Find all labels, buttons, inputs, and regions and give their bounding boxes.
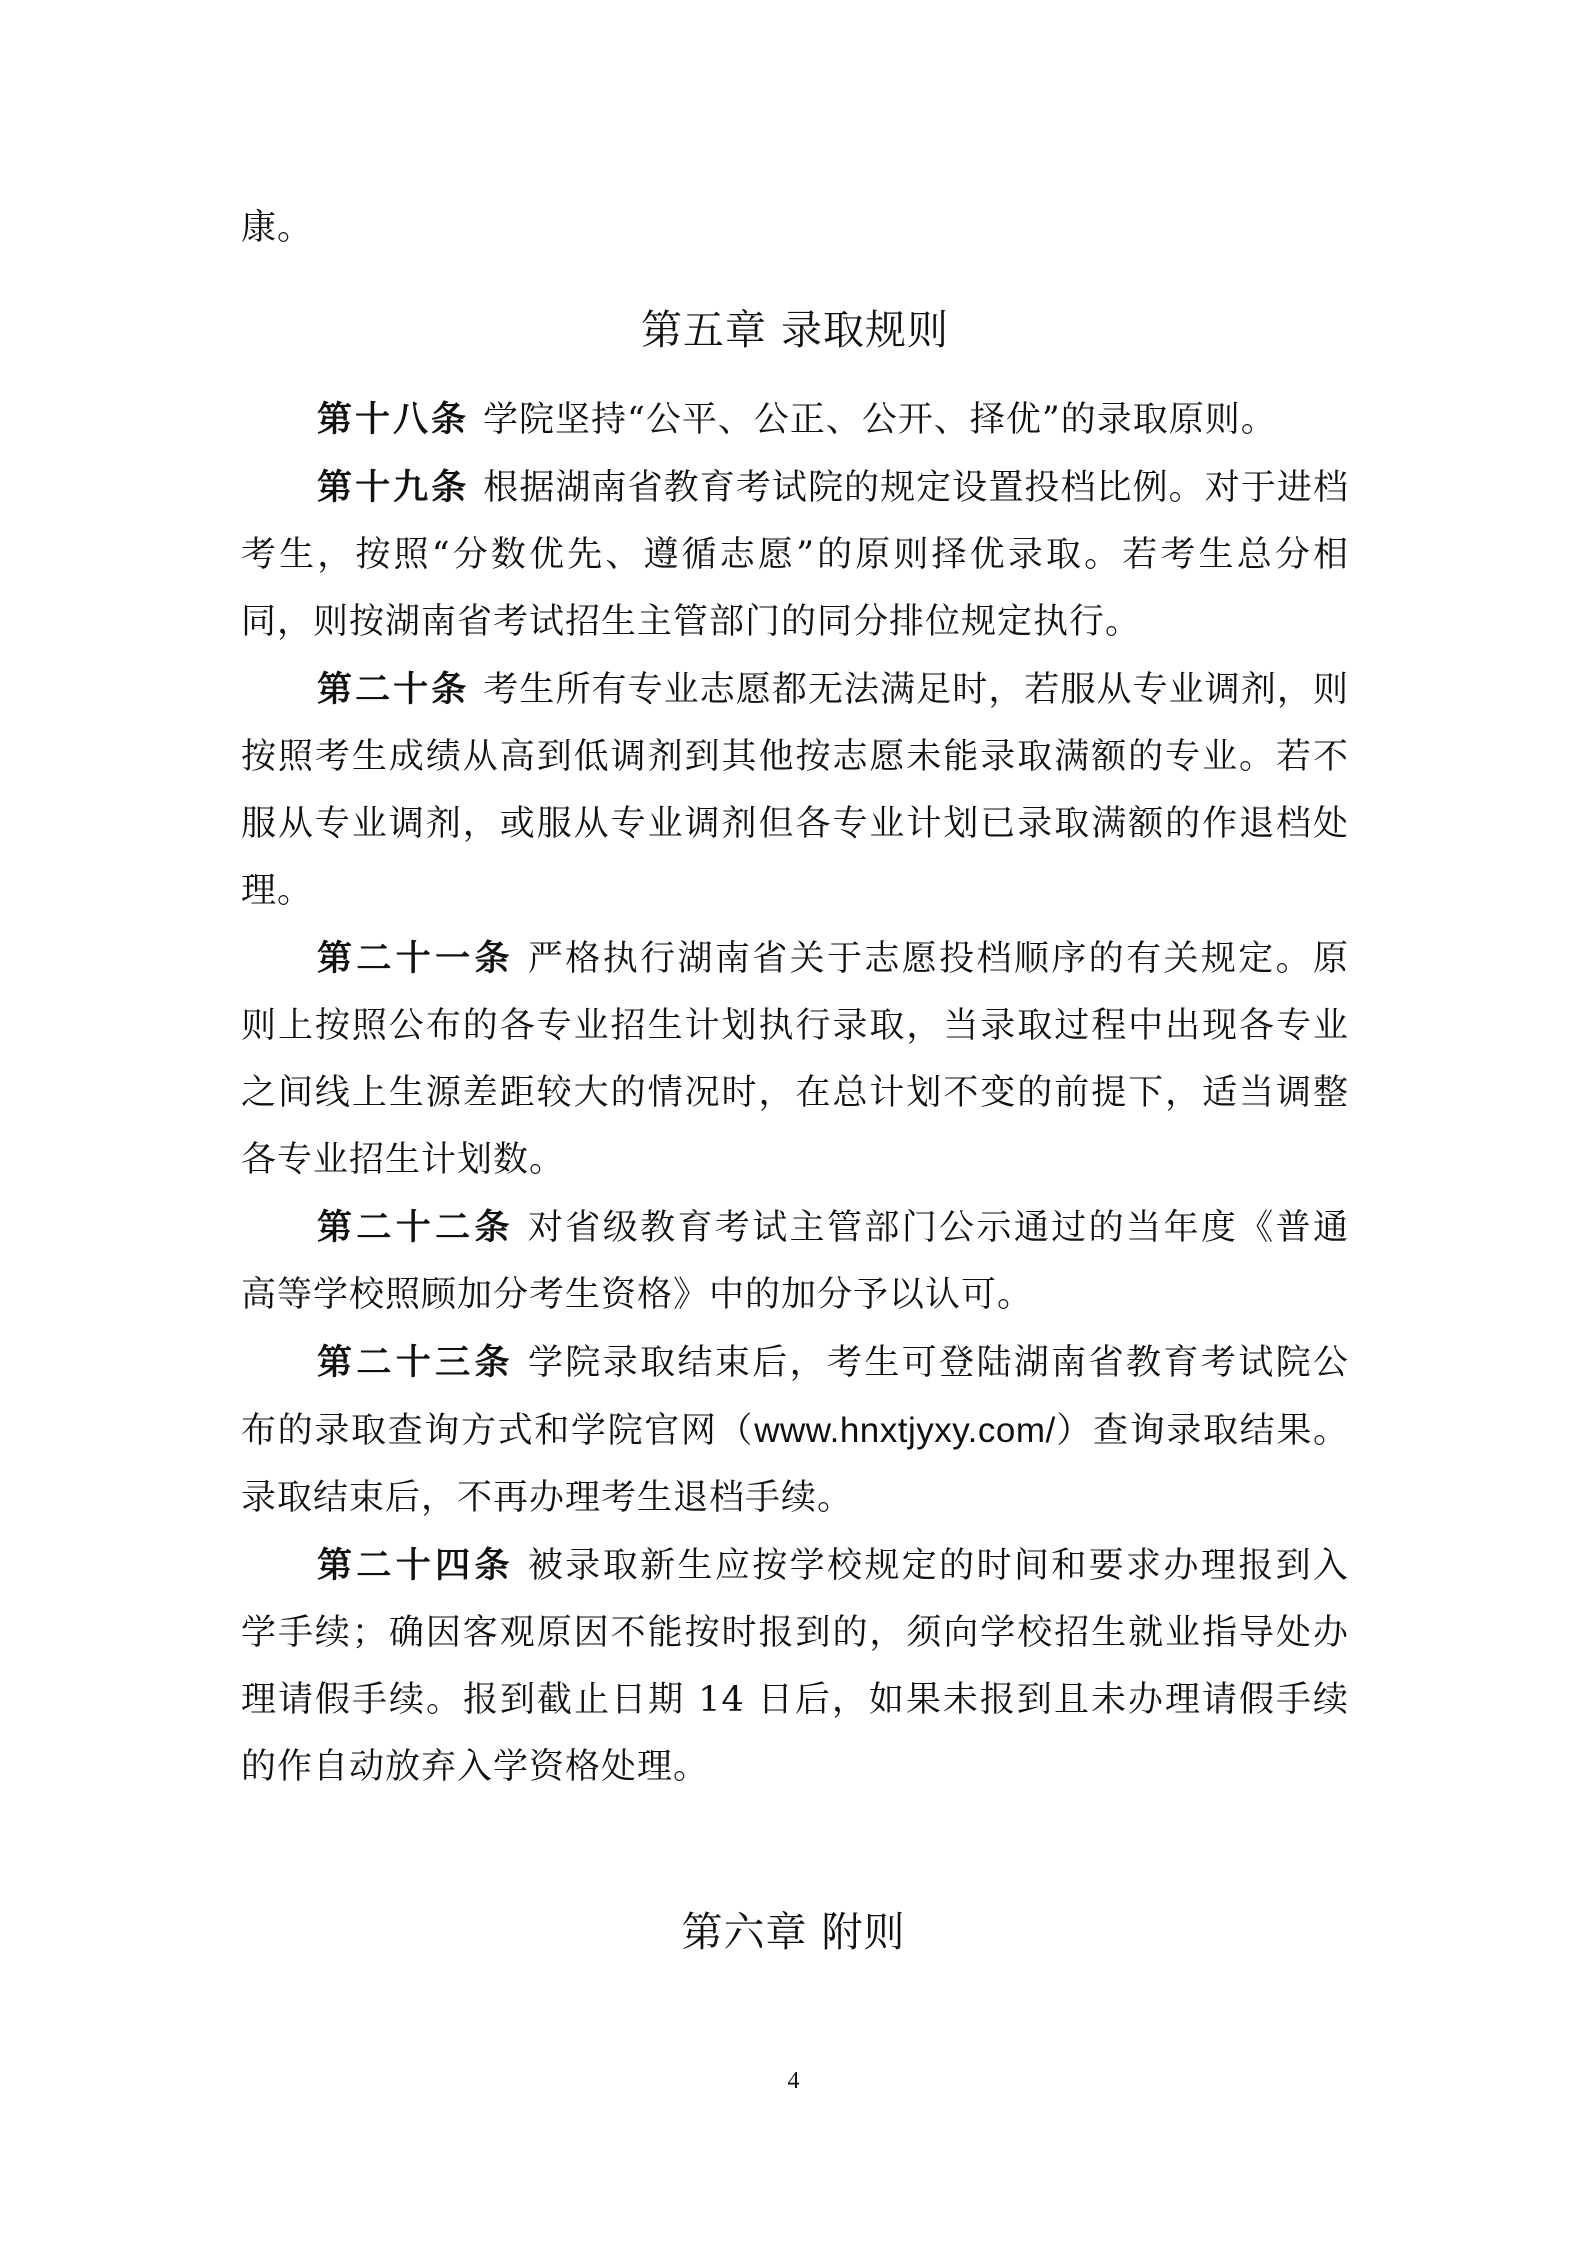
- article-24-text: 被录取新生应按学校规定的时间和要求办理报到入学手续；确因客观原因不能按时报到的，须向学校招生就业指导处办理请假手续。报到截止日期 14 日后，如果未报到且未办理请假手续的作自动放弃入学资格处理。: [241, 1546, 1349, 1787]
- continuation-text: 康。: [241, 208, 314, 248]
- article-21: [241, 925, 1349, 1194]
- article-24-label: 第二十四条: [317, 1545, 514, 1586]
- page-number: 4: [787, 2068, 800, 2094]
- article-18-label: 第十八条: [317, 399, 470, 440]
- page-content: [241, 195, 1349, 1801]
- article-21-label: 第二十一条: [317, 938, 514, 979]
- article-20-text: 考生所有专业志愿都无法满足时，若服从专业调剂，则按照考生成绩从高到低调剂到其他按志愿未能录取满额的专业。若不服从专业调剂，或服从专业调剂但各专业计划已录取满额的作退档处理。: [241, 670, 1349, 911]
- article-22-label: 第二十二条: [317, 1207, 514, 1248]
- chapter-5-title: 第五章 录取规则: [640, 306, 950, 354]
- article-23-text-before: 学院录取结束后，考生可登陆湖南省教育考试院公布的录取查询方式和学院官网（: [241, 1343, 1349, 1451]
- article-22: [241, 1194, 1349, 1329]
- article-23: [241, 1329, 1349, 1532]
- article-19-label: 第十九条: [317, 467, 470, 508]
- article-20: [241, 656, 1349, 925]
- article-19: [241, 454, 1349, 656]
- article-24: [241, 1532, 1349, 1801]
- article-23-label: 第二十三条: [317, 1342, 514, 1383]
- college-website-link[interactable]: www.hnxtjyxy.com/: [754, 1411, 1056, 1450]
- article-21-text: 严格执行湖南省关于志愿投档顺序的有关规定。原则上按照公布的各专业招生计划执行录取，当录取过程中出现各专业之间线上生源差距较大的情况时，在总计划不变的前提下，适当调整各专业招生计划数。: [241, 939, 1349, 1180]
- article-19-text: 根据湖南省教育考试院的规定设置投档比例。对于进档考生，按照“分数优先、遵循志愿”的原则择优录取。若考生总分相同，则按湖南省考试招生主管部门的同分排位规定执行。: [241, 468, 1349, 642]
- article-18: [241, 386, 1349, 454]
- article-18-text: 学院坚持“公平、公正、公开、择优”的录取原则。: [483, 400, 1277, 440]
- chapter-6-title: 第六章 附则: [681, 1908, 906, 1956]
- article-20-label: 第二十条: [317, 669, 470, 710]
- article-23-text-after: ）查询录取结果。录取结束后，不再办理考生退档手续。: [241, 1411, 1349, 1518]
- article-22-text: 对省级教育考试主管部门公示通过的当年度《普通高等学校照顾加分考生资格》中的加分予以认可。: [241, 1208, 1349, 1315]
